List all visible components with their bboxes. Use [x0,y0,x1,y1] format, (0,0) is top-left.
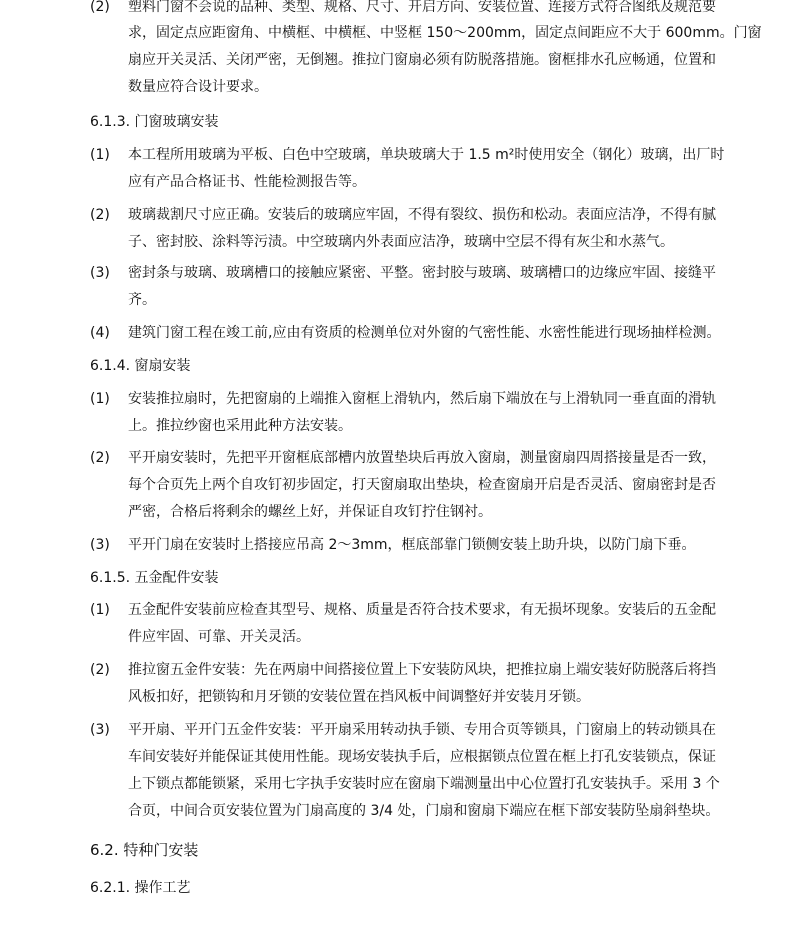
item-number: (1) [90,391,110,407]
paragraph-line: 本工程所用玻璃为平板、白色中空玻璃，单块玻璃大于 1.5 m²时使用安全（钢化）玻璃，出厂时 [128,147,725,163]
paragraph-line: 件应牢固、可靠、开关灵活。 [128,629,310,645]
item-number: (3) [90,537,110,553]
paragraph-line: 密封条与玻璃、玻璃槽口的接触应紧密、平整。密封胶与玻璃、玻璃槽口的边缘应牢固、接缝平 [128,265,716,281]
item-number: (4) [90,325,110,341]
section-heading: 6.1.4. 窗扇安装 [90,358,191,374]
item-number: (1) [90,147,110,163]
section-heading: 6.2.1. 操作工艺 [90,880,191,896]
paragraph-line: 塑料门窗不会说的品种、类型、规格、尺寸、开启方向、安装位置、连接方式符合图纸及规范要 [128,0,716,15]
paragraph-line: 合页，中间合页安装位置为门扇高度的 3/4 处，门扇和窗扇下端应在框下部安装防坠扇斜垫块。 [128,803,720,819]
paragraph-line: 安装推拉扇时，先把窗扇的上端推入窗框上滑轨内，然后扇下端放在与上滑轨同一垂直面的滑轨 [128,391,716,407]
item-number: (3) [90,722,110,738]
section-heading: 6.1.3. 门窗玻璃安装 [90,114,219,130]
paragraph-line: 每个合页先上两个自攻钉初步固定，打天窗扇取出垫块，检查窗扇开启是否灵活、窗扇密封是否 [128,477,716,493]
paragraph-line: 风板扣好，把锁钩和月牙锁的安装位置在挡风板中间调整好并安装月牙锁。 [128,689,590,705]
item-number: (2) [90,207,110,223]
paragraph-line: 应有产品合格证书、性能检测报告等。 [128,174,366,190]
section-heading: 6.1.5. 五金配件安装 [90,570,219,586]
paragraph-line: 五金配件安装前应检查其型号、规格、质量是否符合技术要求，有无损坏现象。安装后的五金配 [128,602,716,618]
paragraph-line: 推拉窗五金件安装：先在两扇中间搭接位置上下安装防风块，把推拉扇上端安装好防脱落后将挡 [128,662,716,678]
paragraph-line: 车间安装好并能保证其使用性能。现场安装执手后，应根据锁点位置在框上打孔安装锁点，保证 [128,749,716,765]
paragraph-line: 子、密封胶、涂料等污渍。中空玻璃内外表面应洁净，玻璃中空层不得有灰尘和水蒸气。 [128,234,674,250]
paragraph-line: 上下锁点都能锁紧，采用七字执手安装时应在窗扇下端测量出中心位置打孔安装执手。采用 3 个 [128,776,720,792]
paragraph-line: 平开扇安装时，先把平开窗框底部槽内放置垫块后再放入窗扇，测量窗扇四周搭接量是否一致， [128,450,716,466]
item-number: (2) [90,0,110,15]
item-number: (2) [90,450,110,466]
paragraph-line: 平开扇、平开门五金件安装：平开扇采用转动执手锁、专用合页等锁具，门窗扇上的转动锁具在 [128,722,716,738]
paragraph-line: 齐。 [128,292,156,308]
paragraph-line: 建筑门窗工程在竣工前,应由有资质的检测单位对外窗的气密性能、水密性能进行现场抽样检测。 [128,325,721,341]
paragraph-line: 玻璃裁割尺寸应正确。安装后的玻璃应牢固，不得有裂纹、损伤和松动。表面应洁净，不得有腻 [128,207,716,223]
item-number: (3) [90,265,110,281]
paragraph-line: 数量应符合设计要求。 [128,79,268,95]
paragraph-line: 扇应开关灵活、关闭严密，无倒翘。推拉门窗扇必须有防脱落措施。窗框排水孔应畅通，位置和 [128,52,716,68]
paragraph-line: 求，固定点应距窗角、中横框、中横框、中竖框 150～200mm，固定点间距应不大于 600mm。门窗 [128,25,762,41]
paragraph-line: 平开门扇在安装时上搭接应吊高 2～3mm，框底部靠门锁侧安装上助升块，以防门扇下垂。 [128,537,696,553]
item-number: (2) [90,662,110,678]
section-heading: 6.2. 特种门安装 [90,841,199,859]
paragraph-line: 上。推拉纱窗也采用此种方法安装。 [128,418,352,434]
item-number: (1) [90,602,110,618]
paragraph-line: 严密，合格后将剩余的螺丝上好，并保证自攻钉拧住钢衬。 [128,504,492,520]
